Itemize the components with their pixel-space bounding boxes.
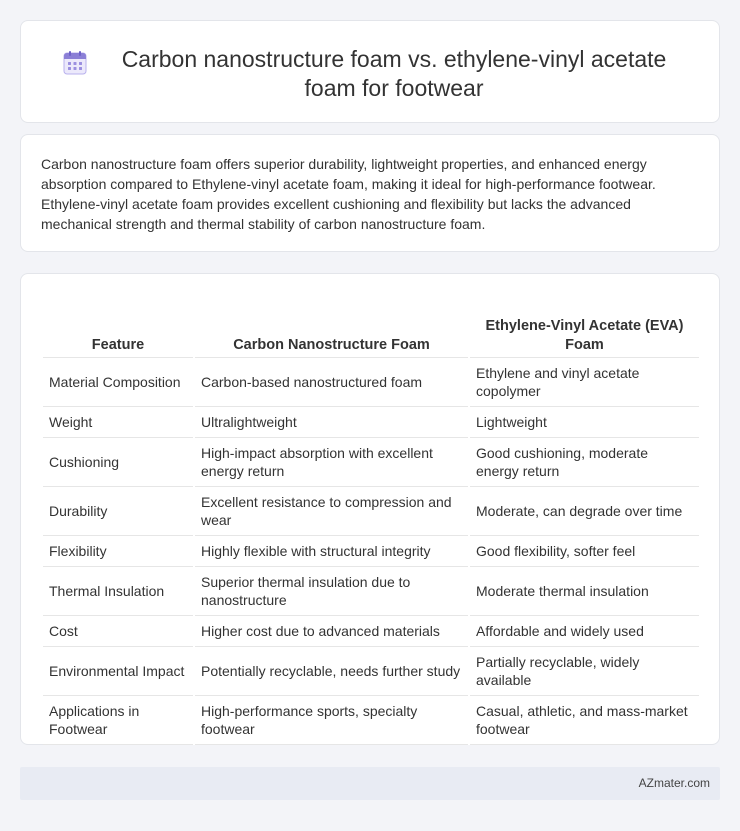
- eva-cell: Moderate, can degrade over time: [469, 486, 699, 535]
- feature-cell: Thermal Insulation: [43, 566, 194, 615]
- eva-cell: Lightweight: [469, 406, 699, 437]
- header-feature: Feature: [43, 294, 194, 357]
- footer-bar: [20, 767, 720, 800]
- feature-cell: Cushioning: [43, 437, 194, 486]
- carbon-cell: High-impact absorption with excellent energy return: [194, 437, 469, 486]
- eva-cell: Casual, athletic, and mass-market footwear: [469, 695, 699, 744]
- eva-cell: Affordable and widely used: [469, 615, 699, 646]
- table-header-row: [43, 294, 699, 357]
- feature-cell: Flexibility: [43, 535, 194, 566]
- eva-cell: Good cushioning, moderate energy return: [469, 437, 699, 486]
- header-carbon-foam: Carbon Nanostructure Foam: [194, 294, 469, 357]
- table-row: [43, 406, 699, 437]
- table-row: [43, 437, 699, 486]
- carbon-cell: Higher cost due to advanced materials: [194, 615, 469, 646]
- header-eva-foam: Ethylene-Vinyl Acetate (EVA) Foam: [469, 294, 699, 357]
- carbon-cell: Potentially recyclable, needs further study: [194, 646, 469, 695]
- title-card: [20, 20, 720, 123]
- comparison-card: [20, 273, 720, 745]
- feature-cell: Environmental Impact: [43, 646, 194, 695]
- calendar-icon: [61, 49, 89, 77]
- carbon-cell: Superior thermal insulation due to nanostructure: [194, 566, 469, 615]
- feature-cell: Material Composition: [43, 357, 194, 406]
- feature-cell: Weight: [43, 406, 194, 437]
- eva-cell: Good flexibility, softer feel: [469, 535, 699, 566]
- carbon-cell: High-performance sports, specialty footwear: [194, 695, 469, 744]
- eva-cell: Partially recyclable, widely available: [469, 646, 699, 695]
- table-row: [43, 535, 699, 566]
- carbon-cell: Carbon-based nanostructured foam: [194, 357, 469, 406]
- summary-text: Carbon nanostructure foam offers superior durability, lightweight properties, and enhanced energy absorption compared to Ethylene-vinyl acetate foam, making it ideal for high-performance footwear. Ethylene-vinyl acetate foam provides excellent cushioning and flexibility but lacks the advanced mechanical strength and thermal stability of carbon nanostructure foam.: [41, 156, 656, 232]
- table-row: [43, 566, 699, 615]
- eva-cell: Moderate thermal insulation: [469, 566, 699, 615]
- feature-cell: Cost: [43, 615, 194, 646]
- footer-brand[interactable]: AZmater.com: [638, 776, 710, 790]
- comparison-table: [43, 294, 699, 745]
- carbon-cell: Highly flexible with structural integrity: [194, 535, 469, 566]
- page-title: Carbon nanostructure foam vs. ethylene-vinyl acetate foam for footwear: [121, 46, 667, 101]
- carbon-cell: Ultralightweight: [194, 406, 469, 437]
- feature-cell: Applications in Footwear: [43, 695, 194, 744]
- feature-cell: Durability: [43, 486, 194, 535]
- table-row: [43, 695, 699, 744]
- table-row: [43, 646, 699, 695]
- table-row: [43, 357, 699, 406]
- table-row: [43, 615, 699, 646]
- carbon-cell: Excellent resistance to compression and wear: [194, 486, 469, 535]
- summary-card: [20, 134, 720, 252]
- table-row: [43, 486, 699, 535]
- eva-cell: Ethylene and vinyl acetate copolymer: [469, 357, 699, 406]
